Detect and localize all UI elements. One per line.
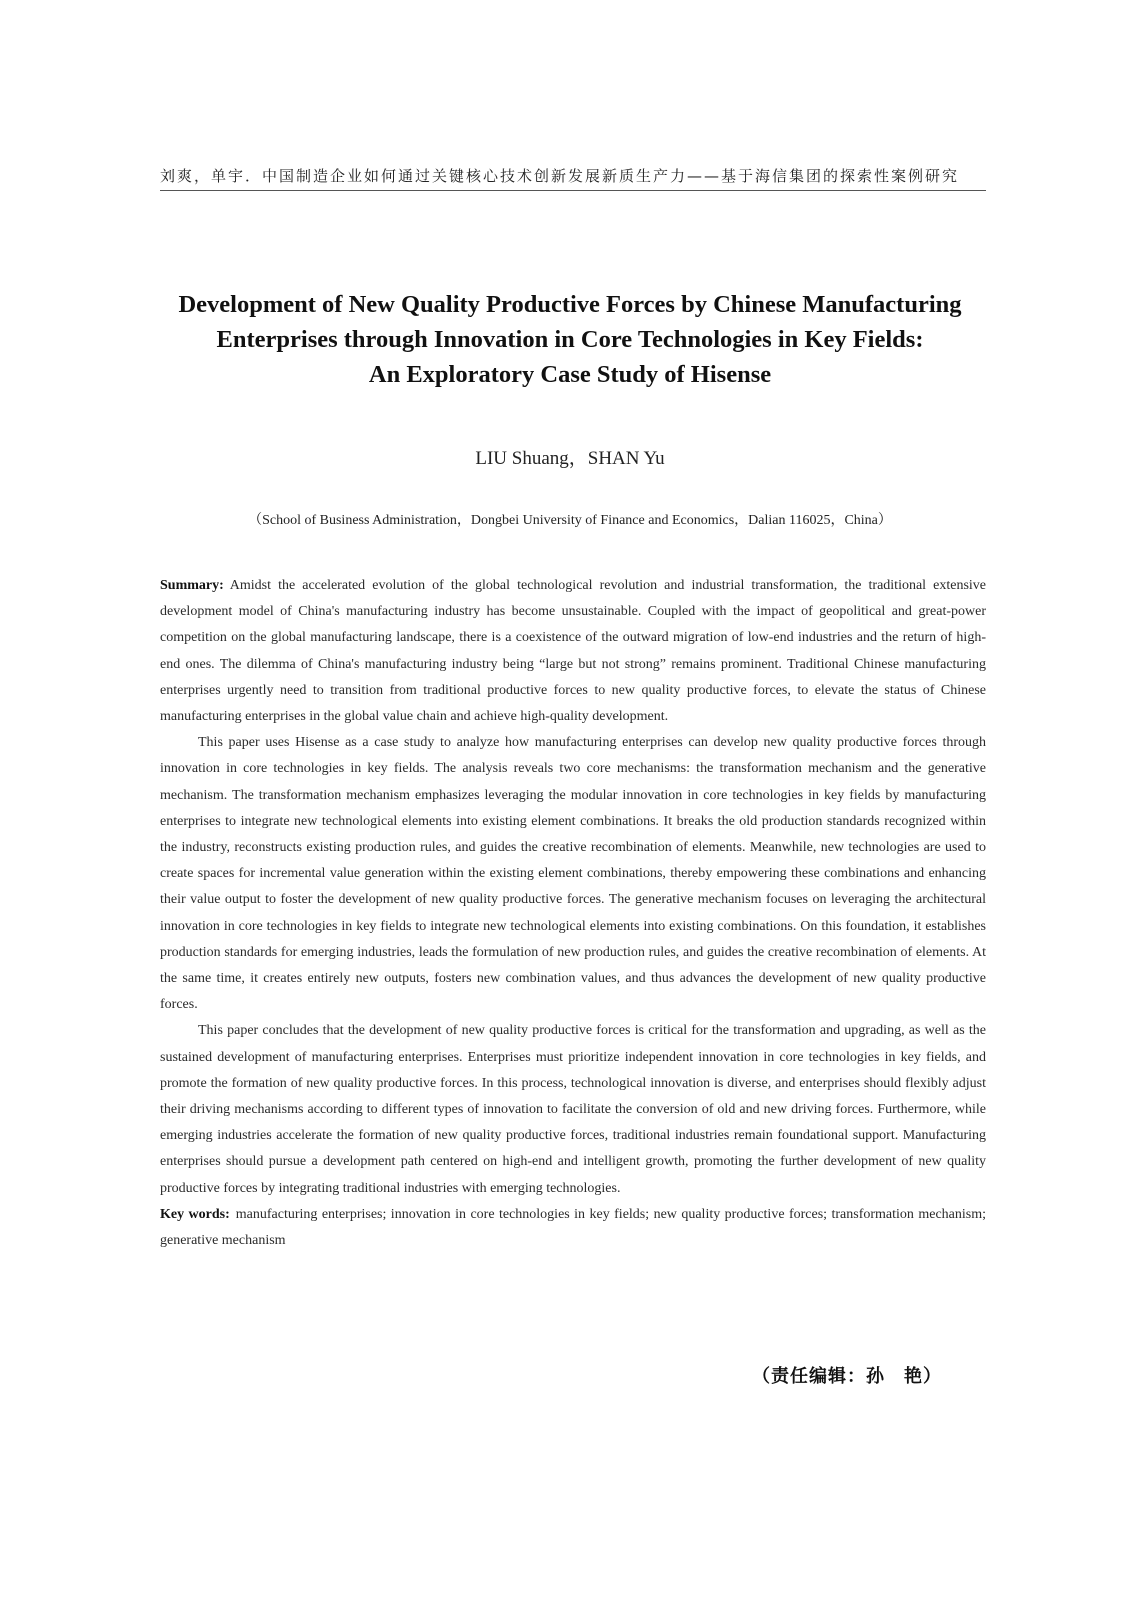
title-line-1: Development of New Quality Productive Forces by Chinese Manufacturing <box>178 291 962 318</box>
summary-paragraph-1 <box>160 573 986 730</box>
editor-note: （责任编辑：孙 艳） <box>752 1366 942 1387</box>
summary-paragraph-2: This paper uses Hisense as a case study to analyze how manufacturing enterprises can develop new quality productive forces through innovation in core technologies in key fields. The analysis reveals two core mechanisms: the transformation mechanism and the generative mechanism. The transformation mechanism emphasizes leveraging the modular innovation in core technologies in key fields by manufacturing enterprises to integrate new technological elements into existing element combinations. It breaks the old production standards recognized within the industry, reconstructs existing production rules, and guides the creative recombination of elements. Meanwhile, new technologies are used to create spaces for incremental value generation within the existing element combinations, thereby empowering these combinations and enhancing their value output to foster the development of new quality productive forces. The generative mechanism focuses on leveraging the architectural innovation in core technologies in key fields to integrate new technological elements into existing combinations. On this foundation, it establishes production standards for emerging industries, leads the formulation of new production rules, and guides the creative recombination of elements. At the same time, it creates entirely new outputs, fosters new combination values, and thus advances the development of new quality productive forces. <box>160 735 986 1013</box>
affiliation: （School of Business Administration，Dongbei University of Finance and Economics，Dalian 116025，China） <box>248 513 892 528</box>
running-head: 刘爽，单宇．中国制造企业如何通过关键核心技术创新发展新质生产力——基于海信集团的探索性案例研究 <box>160 165 986 191</box>
paper-title <box>150 287 990 392</box>
abstract-body <box>160 573 986 1254</box>
author-list: LIU Shuang，SHAN Yu <box>475 448 665 469</box>
title-line-3: An Exploratory Case Study of Hisense <box>368 361 772 388</box>
keywords-label: Key words: <box>160 1206 230 1222</box>
summary-text-1: Amidst the accelerated evolution of the global technological revolution and industrial transformation, the traditional extensive development model of China's manufacturing industry has become unsustainable. Coupled with the impact of geopolitical and great-power competition on the global manufacturing landscape, there is a coexistence of the outward migration of low-end industries and the return of high-end ones. The dilemma of China's manufacturing industry being “large but not strong” remains prominent. Traditional Chinese manufacturing enterprises urgently need to transition from traditional productive forces to new quality productive forces, to elevate the status of Chinese manufacturing enterprises in the global value chain and achieve high-quality development. <box>160 578 986 725</box>
keywords-paragraph <box>160 1202 986 1254</box>
keywords-text: manufacturing enterprises; innovation in core technologies in key fields; new quality productive forces; transformation mechanism; generative mechanism <box>160 1206 986 1249</box>
summary-label: Summary: <box>160 578 224 593</box>
title-line-2: Enterprises through Innovation in Core Technologies in Key Fields: <box>216 326 924 353</box>
summary-paragraph-3: This paper concludes that the development of new quality productive forces is critical for the transformation and upgrading, as well as the sustained development of manufacturing enterprises. Enterprises must prioritize independent innovation in core technologies in key fields, and promote the formation of new quality productive forces. In this process, technological innovation is diverse, and enterprises should flexibly adjust their driving mechanisms according to different types of innovation to facilitate the conversion of old and new driving forces. Furthermore, while emerging industries accelerate the formation of new quality productive forces, traditional industries remain foundational support. Manufacturing enterprises should pursue a development path centered on high-end and intelligent growth, promoting the further development of new quality productive forces by integrating traditional industries with emerging technologies. <box>160 1023 986 1196</box>
